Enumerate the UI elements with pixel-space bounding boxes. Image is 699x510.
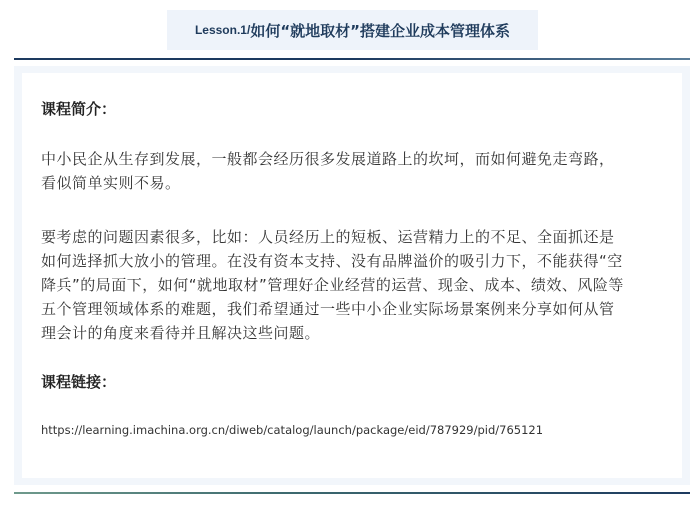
link-heading: 课程链接：	[41, 373, 117, 391]
intro-paragraph-2	[41, 225, 669, 345]
bottom-divider	[14, 492, 690, 494]
paragraph-line: 如何选择抓大放小的管理。在没有资本支持、没有品牌溢价的吸引力下，不能获得“空	[41, 252, 623, 270]
top-divider	[14, 58, 690, 60]
intro-heading: 课程简介：	[41, 100, 117, 118]
paragraph-line: 中小民企从生存到发展，一般都会经历很多发展道路上的坎坷，而如何避免走弯路，	[41, 150, 615, 168]
lesson-number: Lesson.1/	[194, 23, 251, 37]
paragraph-line: 五个管理领域体系的难题，我们希望通过一些中小企业实际场景案例来分享如何从管	[41, 300, 615, 318]
course-link[interactable]: https://learning.imachina.org.cn/diweb/catalog/launch/package/eid/787929/pid/765121	[41, 423, 544, 437]
lesson-title	[167, 10, 538, 50]
paragraph-line: 看似简单实则不易。	[41, 174, 181, 192]
paragraph-line: 理会计的角度来看待并且解决这些问题。	[41, 324, 321, 342]
paragraph-line: 要考虑的问题因素很多，比如：人员经历上的短板、运营精力上的不足、全面抓还是	[41, 228, 615, 246]
paragraph-line: 降兵”的局面下，如何“就地取材”管理好企业经营的运营、现金、成本、绩效、风险等	[41, 276, 624, 294]
lesson-title-text: 如何“就地取材”搭建企业成本管理体系	[250, 21, 511, 40]
intro-paragraph-1	[41, 147, 669, 195]
